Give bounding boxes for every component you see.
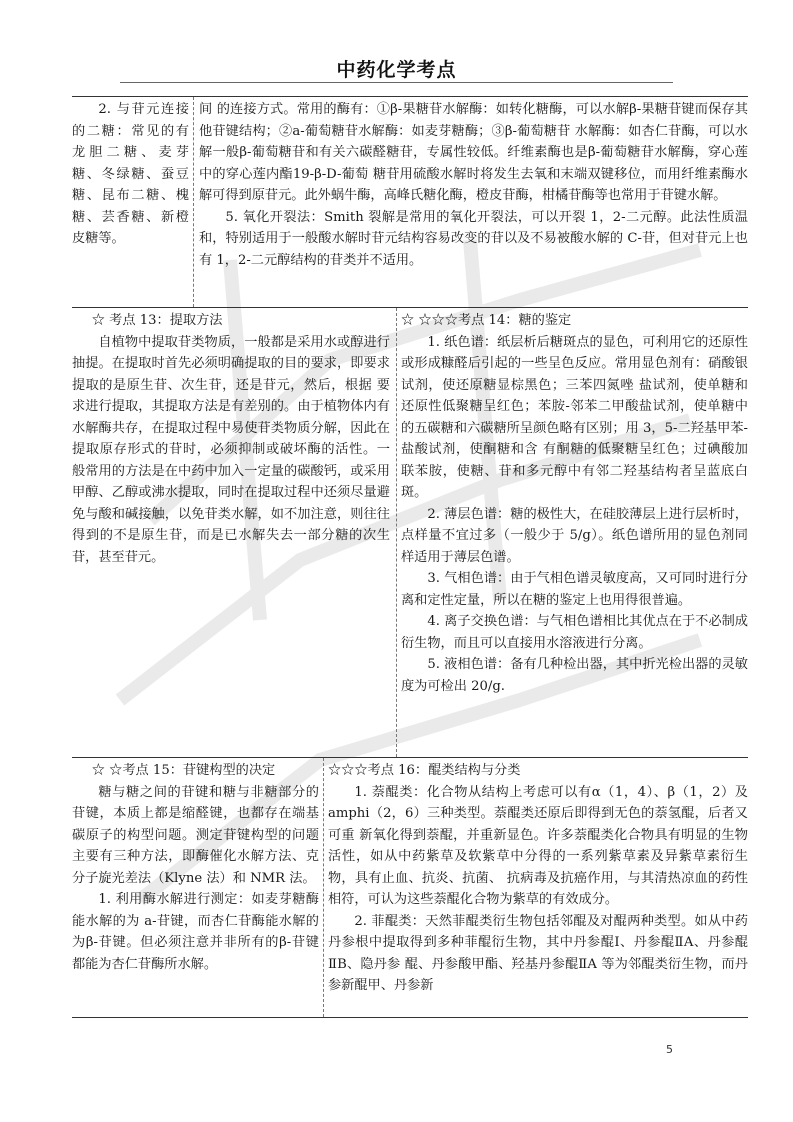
row3-left-cell [72, 758, 323, 1017]
table-row-2 [72, 307, 748, 757]
title-rule [120, 82, 673, 83]
section-14-para-3: 3. 气相色谱：由于气相色谱灵敏度高，又可同时进行分离和定性定量，所以在糖的鉴定上也用得很普遍。 [401, 571, 748, 608]
section-15-heading: ☆ ☆考点 15：苷键构型的决定 [91, 763, 276, 778]
row1-right-cell [193, 97, 748, 307]
section-13-para: 自植物中提取苷类物质，一般都是采用水或醇进行抽提。在提取时首先必须明确提取的目的要求，即要求提取的是原生苷、次生苷，还是苷元，然后，根据 要求进行提取，其提取方法是有差别的。由于植物体内有水解酶共存，在提取过程中易使苷类物质分解，因此在提取原存形式的苷时，必须抑制或破坏酶的活性。一 般常用的方法是在中药中加入一定量的碳酸钙，或采用甲醇、乙醇或沸水提取，同时在提取过程中还须尽量避免与酸和碱接触，以免苷类水解，如不加注意，则往往 得到的不是原生苷，而是已水解失去一部分糖的次生苷，甚至苷元。 [72, 334, 390, 565]
section-14-para-1: 1. 纸色谱：纸层析后糖斑点的显色，可利用它的还原性或形成糠醛后引起的一些呈色反应。常用显色剂有：硝酸银试剂，使还原糖显棕黑色；三苯四氮唑 盐试剂，使单糖和还原性低聚糖呈红色；苯胺-邻苯二甲酸盐试剂，使单糖中的五碳糖和六碳糖所呈颜色略有区别；用 3，5-二羟基甲苯-盐酸试剂，使酮糖和含 有酮糖的低聚糖呈红色；过碘酸加联苯胺，使糖、苷和多元醇中有邻二羟基结构者呈蓝底白斑。 [401, 334, 748, 500]
row2-right-cell [396, 308, 748, 757]
section-14-para-2: 2. 薄层色谱：糖的极性大，在硅胶薄层上进行层析时，点样量不宜过多（一般少于 5/g）。纸色谱所用的显色剂同样适用于薄层色谱。 [401, 506, 748, 565]
table-row-1 [72, 96, 748, 307]
section-15-para-1: 糖与糖之间的苷键和糖与非糖部分的苷键，本质上都是缩醛键，也都存在端基碳原子的构型问题。测定苷键构型的问题主要有三种方法，即酶催化水解方法、克分子旋光差法（Klyne 法）和 NMR 法。 [72, 784, 319, 886]
section-16-para-2: 2. 菲醌类：天然菲醌类衍生物包括邻醌及对醌两种类型。如从中药丹参根中提取得到多种菲醌衍生物，其中丹参醌Ⅰ、丹参醌ⅡA、丹参醌ⅡB、隐丹参 醌、丹参酸甲酯、羟基丹参醌ⅡA 等为邻醌类衍生物，而丹参新醌甲、丹参新 [328, 913, 748, 993]
page-title: 中药化学考点 [336, 59, 457, 81]
section-14-heading: ☆ ☆☆☆考点 14：糖的鉴定 [401, 313, 572, 328]
section-16-para-1: 1. 萘醌类：化合物从结构上考虑可以有α（1，4）、β（1，2）及 amphi（2，6）三种类型。萘醌类还原后即得到无色的萘氢醌，后者又可重 新氧化得到萘醌，并重新显色。许多萘醌类化合物具有明显的生物活性，如从中药紫草及软紫草中分得的一系列紫草素及异紫草素衍生物，具有止血、抗炎、抗菌、 抗病毒及抗癌作用，与其清热凉血的药性相符，可认为这些萘醌化合物为紫草的有效成分。 [328, 784, 748, 907]
row3-right-cell [323, 758, 748, 1017]
section-14-para-4: 4. 离子交换色谱：与气相色谱相比其优点在于不必制成衍生物，而且可以直接用水溶液进行分离。 [401, 614, 748, 651]
section-15-para-2: 1. 利用酶水解进行测定：如麦芽糖酶能水解的为 a-苷键，而杏仁苷酶能水解的为β-苷键。但必须注意并非所有的β-苷键都能为杏仁苷酶所水解。 [72, 892, 319, 972]
row1-right-para-2: 5. 氧化开裂法：Smith 裂解是常用的氧化开裂法，可以开裂 1，2-二元醇。此法性质温和，特别适用于一般酸水解时苷元结构容易改变的苷以及不易被酸水解的 C-苷，但对苷元上也有 1，2-二元醇结构的苷类并不适用。 [199, 209, 748, 268]
section-13-heading: ☆ 考点 13：提取方法 [91, 313, 223, 328]
row2-left-cell [72, 308, 396, 757]
section-16-heading: ☆☆☆考点 16：醌类结构与分类 [328, 763, 521, 778]
table-row-3 [72, 757, 748, 1017]
page-number: 5 [666, 1043, 673, 1056]
row1-right-para-1: 间 的连接方式。常用的酶有：①β-果糖苷水解酶：如转化糖酶，可以水解β-果糖苷键而保存其他苷键结构；②a-葡萄糖苷水解酶：如麦芽糖酶；③β-葡萄糖苷 水解酶：如杏仁苷酶，可以水解一般β-葡萄糖苷和有关六碳醛糖苷，专属性较低。纤维素酶也是β-葡萄糖苷水解酶，穿心莲中的穿心莲内酯19-β-D-葡萄 糖苷用硫酸水解时将发生去氧和末端双键移位，而用纤维素酶水解可得到原苷元。此外蜗牛酶，高峰氏糖化酶，橙皮苷酶，柑橘苷酶等也常用于苷键水解。 [199, 102, 748, 203]
section-14-para-5: 5. 液相色谱：备有几种检出器，其中折光检出器的灵敏度为可检出 20/g. [401, 657, 748, 694]
row1-left-para: 2. 与苷元连接的二糖：常见的有龙胆二糖、麦芽糖、冬绿糖、蚕豆糖、昆布二糖、槐糖、芸香糖、新橙皮糖等。 [72, 102, 189, 246]
table-bottom-rule [72, 1017, 748, 1018]
row1-left-cell [72, 97, 193, 307]
